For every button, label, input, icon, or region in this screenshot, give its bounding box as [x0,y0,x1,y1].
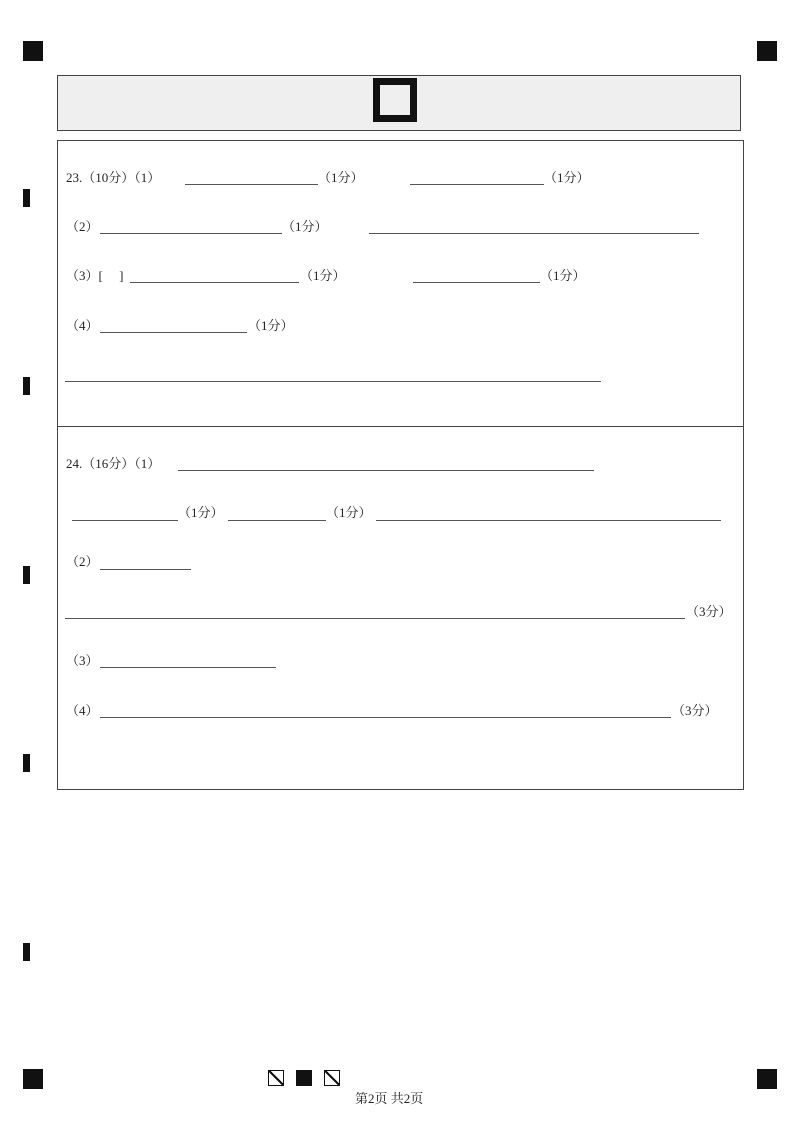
q24-answer-line-7[interactable] [100,667,276,668]
q23-score-1: （1分） [318,170,364,185]
q23-answer-line-3[interactable] [100,233,282,234]
q23-score-4: （1分） [300,268,346,283]
q24-score-2: （1分） [326,505,372,520]
q23-score-3: （1分） [282,219,328,234]
q23-answer-line-7[interactable] [100,332,247,333]
q23-answer-line-2[interactable] [410,184,544,185]
registration-mark-top-left [23,41,43,61]
q23-answer-line-8[interactable] [65,381,601,382]
q24-answer-line-6[interactable] [65,618,685,619]
q24-answer-line-4[interactable] [376,520,721,521]
q23-head: 23.（10分）（1） [66,170,161,185]
timing-mark-1 [23,189,30,207]
footer-slash-box-icon-2 [324,1070,340,1086]
question-24-box [57,426,744,790]
registration-mark-top-right [757,41,777,61]
q23-score-6: （1分） [248,318,294,333]
q24-answer-line-8[interactable] [100,717,671,718]
footer-solid-box-icon [296,1070,312,1086]
q24-sub-2: （2） [66,554,99,569]
q24-sub-4: （4） [66,703,99,718]
page-number: 第2页 共2页 [355,1091,424,1106]
timing-mark-3 [23,566,30,584]
q24-score-3: （3分） [686,604,732,619]
footer-slash-box-icon-1 [268,1070,284,1086]
timing-mark-5 [23,943,30,961]
registration-mark-bottom-right [757,1069,777,1089]
header-bar [57,75,741,131]
timing-mark-4 [23,754,30,772]
q24-head: 24.（16分）（1） [66,456,161,471]
registration-mark-bottom-left [23,1069,43,1089]
q23-sub-3: （3）[ ] [66,268,124,283]
q24-answer-line-1[interactable] [178,470,594,471]
q23-answer-line-6[interactable] [413,282,540,283]
q23-answer-line-5[interactable] [130,282,299,283]
q23-score-5: （1分） [540,268,586,283]
q23-score-2: （1分） [544,170,590,185]
q23-sub-4: （4） [66,318,99,333]
q24-sub-3: （3） [66,653,99,668]
q23-answer-line-4[interactable] [369,233,699,234]
q23-answer-line-1[interactable] [185,184,318,185]
q24-answer-line-5[interactable] [100,569,191,570]
q24-score-1: （1分） [178,505,224,520]
header-square-mark [373,78,417,122]
q24-answer-line-3[interactable] [228,520,326,521]
q24-answer-line-2[interactable] [72,520,178,521]
question-23-box [57,140,744,427]
q24-score-4: （3分） [672,703,718,718]
timing-mark-2 [23,377,30,395]
q23-sub-2: （2） [66,219,99,234]
